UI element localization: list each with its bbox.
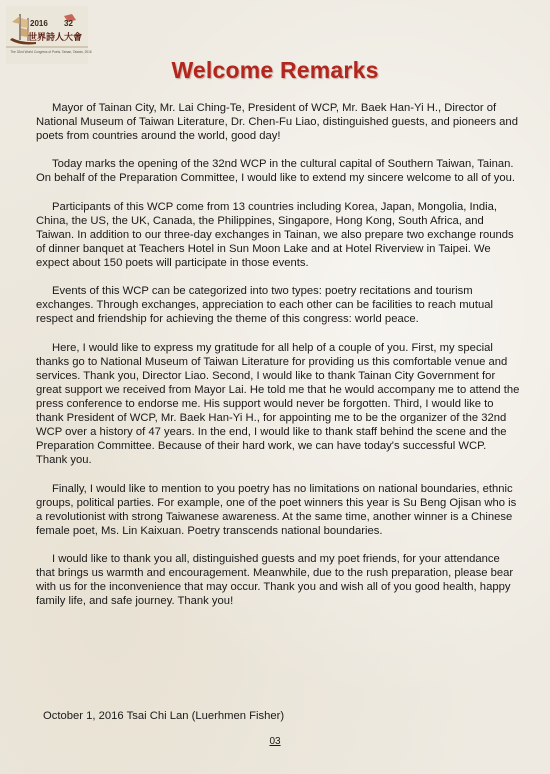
- paragraph-greeting: Mayor of Tainan City, Mr. Lai Ching-Te, President of WCP, Mr. Baek Han-Yi H., Director of National Museum of Taiwan Literature, Dr. Chen-Fu Liao, distinguished guests, and pioneers and poets from countries around the world, good day!: [36, 102, 518, 143]
- page-number: 03: [269, 736, 281, 747]
- paragraph-closing: I would like to thank you all, distinguished guests and my poet friends, for your attendance that brings us warmth and encouragement. Meanwhile, due to the rush preparation, please bear with us for the inconvenience that may occur. Thank you and wish all of you good health, happy family life, and safe journey. Thank you!: [36, 553, 514, 608]
- paragraph-poetry: Finally, I would like to mention to you poetry has no limitations on national boundaries, ethnic groups, political parties. For example, one of the poet winners this year is Su Beng Ojisan who is a revolutionist with strong Taiwanese awareness. At the same time, another winner is a Chinese female poet, Ms. Lin Kaixuan. Poetry transcends national boundaries.: [36, 482, 517, 537]
- paragraph-events: Events of this WCP can be categorized into two types: poetry recitations and tourism exchanges. Through exchanges, appreciation to each other can be facilities to reach mutual respect and friendship for achieving the theme of this congress: world peace.: [36, 285, 493, 326]
- page-title: Welcome Remarks: [171, 57, 379, 83]
- paragraph-opening: Today marks the opening of the 32nd WCP in the cultural capital of Southern Taiwan, Tainan. On behalf of the Preparation Committee, I would like to extend my sincere welcome to all of you.: [36, 158, 515, 185]
- paragraph-gratitude: Here, I would like to express my gratitude for all help of a couple of you. First, my special thanks go to National Museum of Taiwan Literature for providing us this comfortable venue and services. Thank you, Director Liao. Second, I would like to thank Tainan City Government for great support we received from Mayor Lai. He told me that he would accompany me to attend the press conference to endorse me. His support would never be forgotten. Third, I would like to thank President of WCP, Mr. Baek Han-Yi H., for appointing me to be the organizer of the 32nd WCP over a history of 47 years. In the end, I would like to thank staff behind the scene and the Preparation Committee. Because of their hard work, we can have today's successful WCP. Thank you.: [36, 341, 520, 467]
- letter-body: [36, 101, 520, 622]
- signature-line: October 1, 2016 Tsai Chi Lan (Luerhmen Fisher): [43, 710, 285, 722]
- logo-year: 2016: [30, 19, 48, 28]
- logo-name: 世界詩人大會: [28, 33, 83, 43]
- logo-edition: 32: [64, 19, 73, 28]
- congress-logo: [6, 6, 92, 64]
- paragraph-participants: Participants of this WCP come from 13 countries including Korea, Japan, Mongolia, India, China, the US, the UK, Canada, the Philippines, Singapore, Hong Kong, South Africa, and Taiwan. In addition to our three-day exchanges in Tainan, we also prepare two exchange rounds of dinner banquet at Teachers Hotel in Sun Moon Lake and at Hotel Riverview in Taipei. We expect about 150 poets will participate in those events.: [36, 200, 514, 270]
- logo-subtitle: The 32nd World Congress of Poets, Tainan, Taiwan, 2016: [10, 50, 92, 54]
